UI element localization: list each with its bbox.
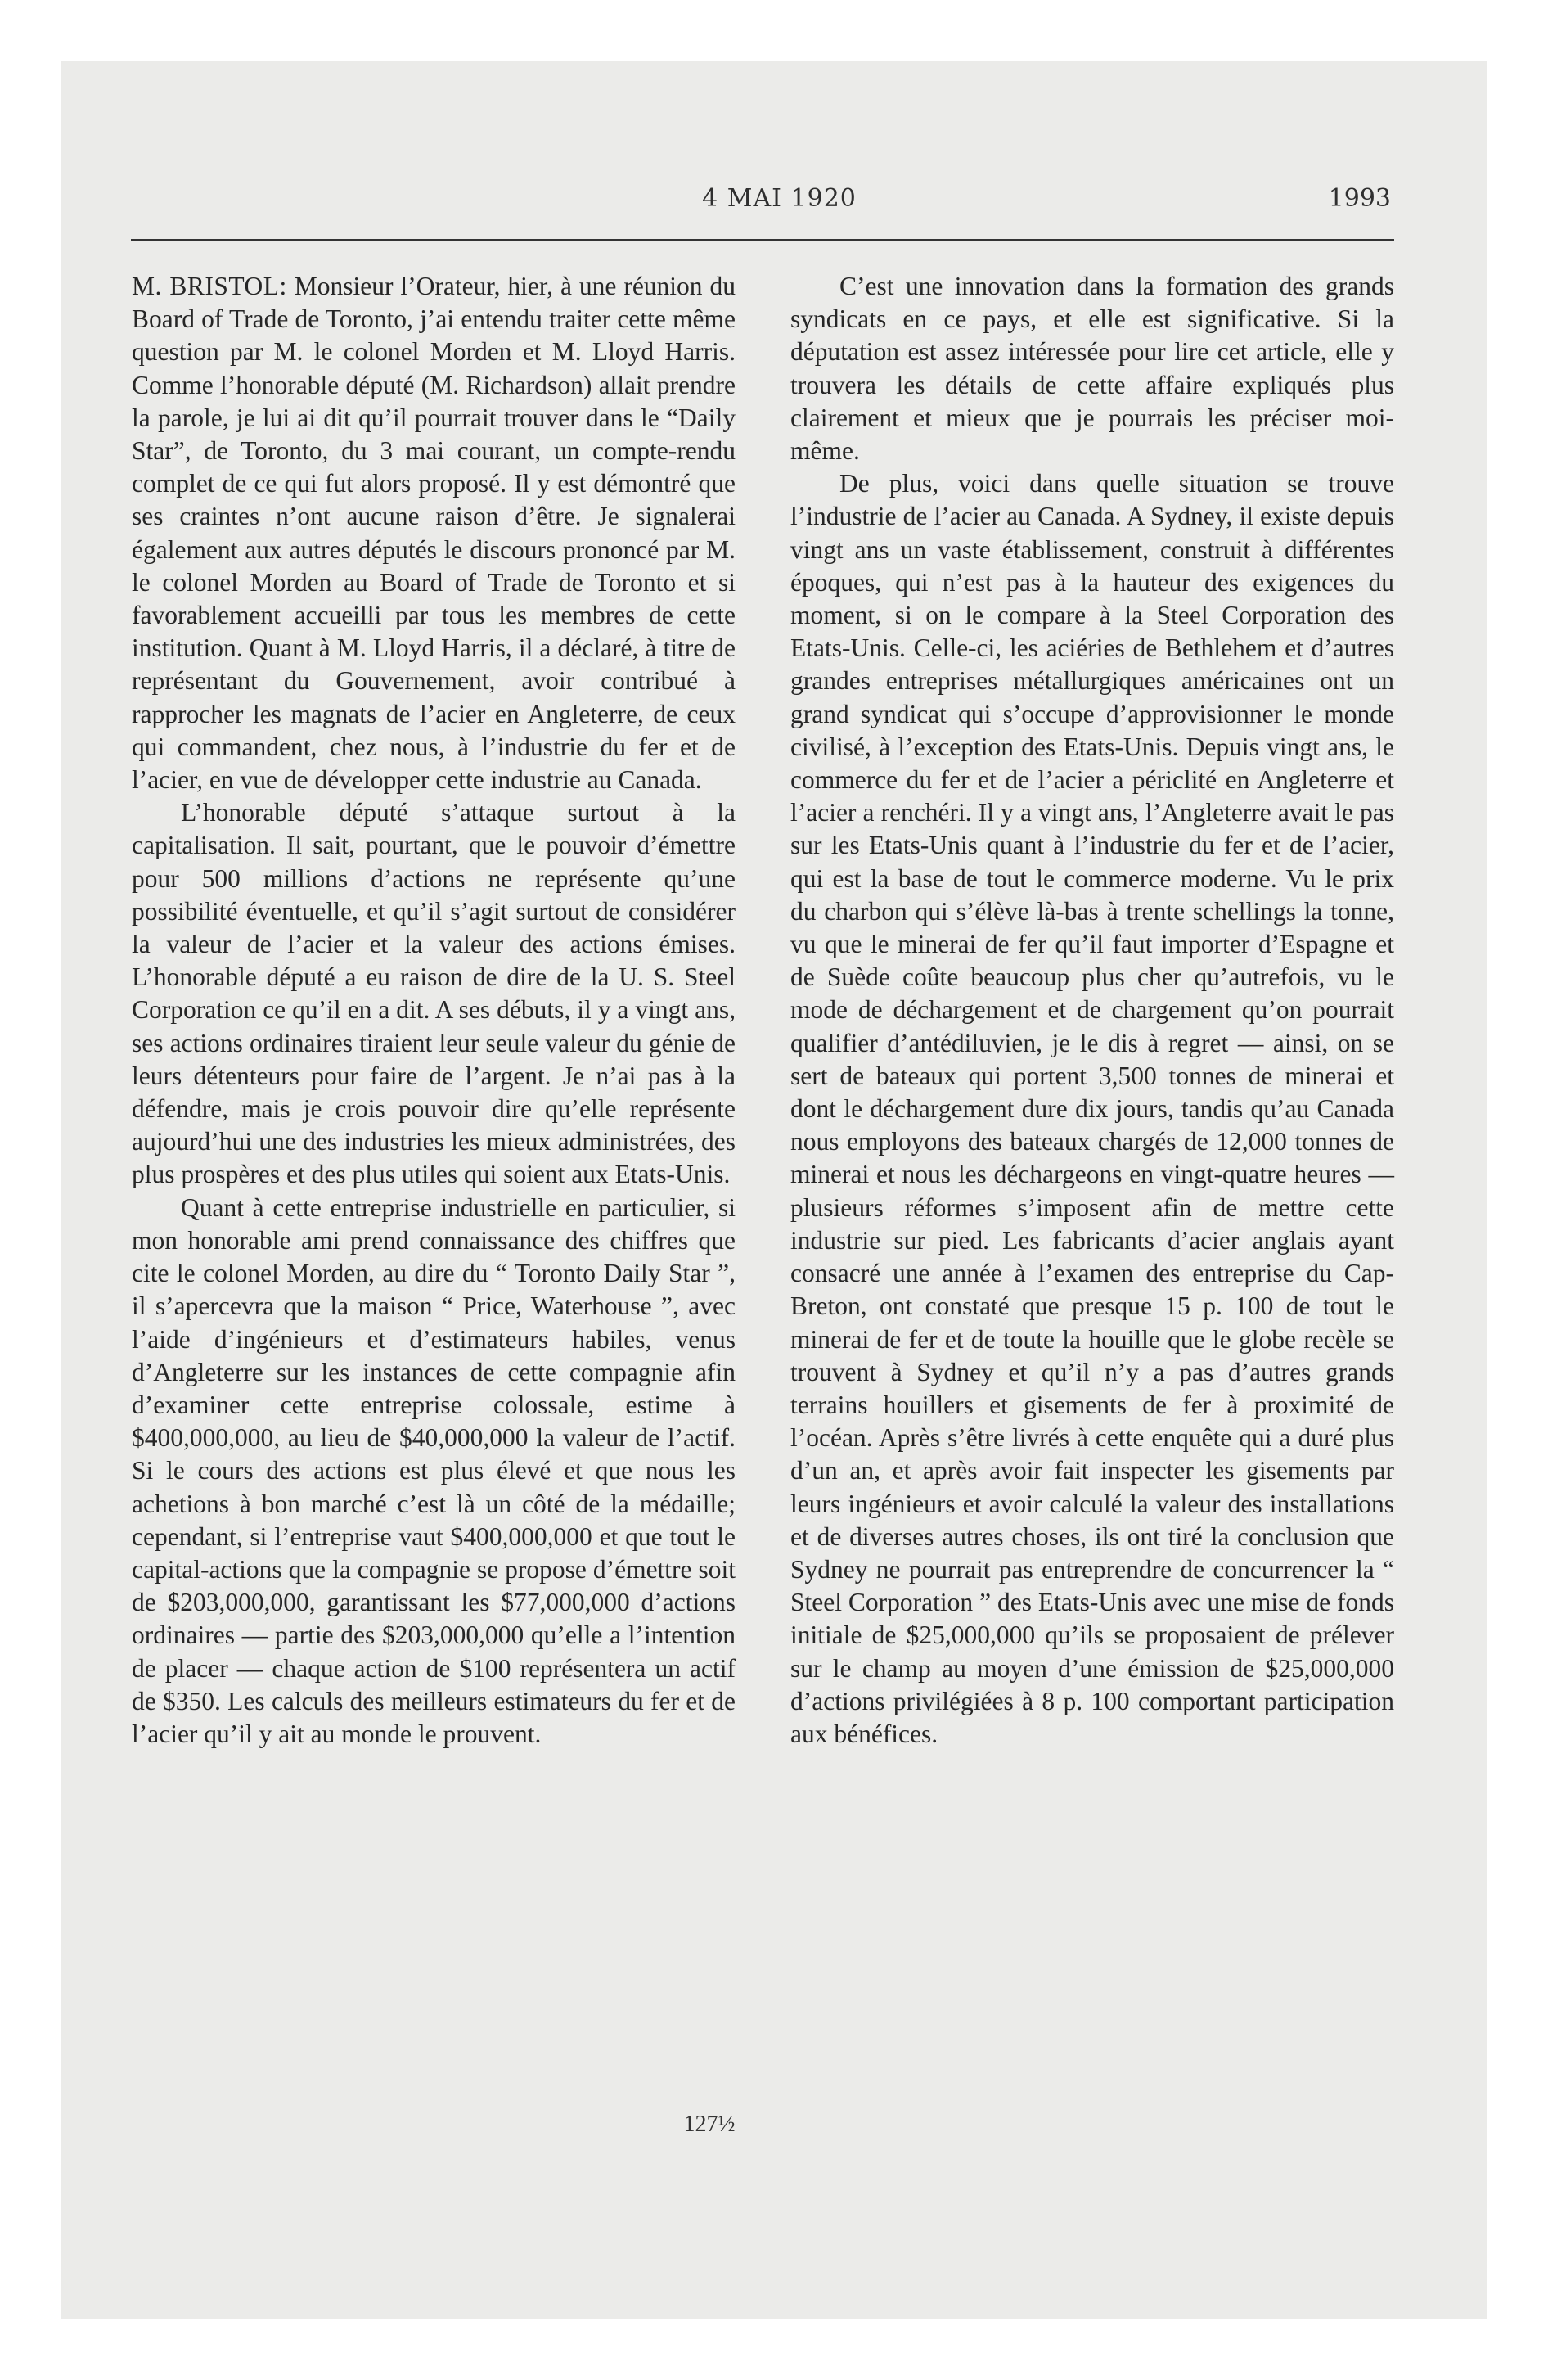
header-rule <box>131 239 1394 241</box>
folio-mark: 127½ <box>683 2112 736 2137</box>
left-paragraph-3: Quant à cette entreprise industrielle en particulier, si mon honorable ami prend connaissance des chiffres que cite le colonel Morden, au dire du “ Toronto Daily Star ”, il s’apercevra que la maison “ Price, Waterhouse ”, avec l’aide d’ingénieurs et d’estimateurs habiles, venus d’Angleterre sur les instances de cette compagnie afin d’examiner cette entreprise colossale, estime à $400,000,000, au lieu de $40,000,000 la valeur de l’actif. Si le cours des actions est plus élevé et que nous les achetions à bon marché c’est là un côté de la médaille; cependant, si l’entreprise vaut $400,000,000 et que tout le capital-actions que la compagnie se propose d’émettre soit de $203,000,000, garantissant les $77,000,000 d’actions ordinaires — partie des $203,000,000 qu’elle a l’intention de placer — chaque action de $100 représentera un actif de $350. Les calculs des meilleurs estimateurs du fer et de l’acier qu’il y ait au monde le prouvent. <box>132 1192 736 1748</box>
right-paragraph-2: De plus, voici dans quelle situation se trouve l’industrie de l’acier au Canada. A Sydney, il existe depuis vingt ans un vaste établissement, construit à différentes époques, qui n’est pas à la hauteur des exigences du moment, si on le compare à la Steel Corporation des Etats-Unis. Celle-ci, les aciéries de Bethlehem et d’autres grandes entreprises métallurgiques américaines ont un grand syndicat qui s’occupe d’approvisionner le monde civilisé, à l’exception des Etats-Unis. Depuis vingt ans, le commerce du fer et de l’acier a périclité en Angleterre et l’acier a renchéri. Il y a vingt ans, l’Angleterre avait le pas sur les Etats-Unis quant à l’industrie du fer et de l’acier, qui est la base de tout le commerce moderne. Vu le prix du charbon qui s’élève là-bas à trente schellings la tonne, vu que le minerai de fer qu’il faut importer d’Espagne et de Suède coûte beaucoup plus cher qu’autrefois, vu le mode de déchargement et de chargement qu’on pourrait qualifier d’antédiluvien, je le dis à regret — ainsi, on se sert de bateaux qui portent 3,500 tonnes de minerai et dont le déchargement dure dix jours, tandis qu’au Canada nous employons des bateaux chargés de 12,000 tonnes de minerai et nous les déchargeons en vingt-quatre heures — plusieurs réformes s’imposent afin de mettre cette industrie sur pied. Les fabricants d’acier anglais ayant consacré une année à l’examen des entreprise du Cap-Breton, ont constaté que presque 15 p. 100 de tout le minerai de fer et de toute la houille que le globe recèle se trouvent à Sydney et qu’il n’y a pas d’autres grands terrains houillers et gisements de fer à proximité de l’océan. Après s’être livrés à cette enquête qui a duré plus d’un an, et après avoir fait inspecter les gisements par leurs ingénieurs et avoir calculé la valeur des installations et de diverses autres choses, ils ont tiré la conclusion que Sydney ne pourrait pas entreprendre de concurrencer la “ Steel Corporation ” des Etats-Unis avec une mise de fonds initiale de $25,000,000 qu’ils se proposaient de prélever sur le champ au moyen d’une émission de $25,000,000 d’actions privilégiées à 8 p. 100 comportant participation aux bénéfices. <box>790 469 1394 1748</box>
right-paragraph-1: C’est une innovation dans la formation des grands syndicats en ce pays, et elle est significative. Si la députation est assez intéressée pour lire cet article, elle y trouvera les détails de cette affaire expliqués plus clairement et mieux que je pourrais les préciser moi-même. <box>790 272 1394 466</box>
right-column <box>790 270 1394 1751</box>
left-paragraph-1 <box>132 270 736 796</box>
header-page-number: 1993 <box>1328 184 1391 213</box>
page-header <box>168 184 1391 223</box>
speaker-name: M. BRISTOL: <box>132 272 287 300</box>
left-paragraph-1-text: Monsieur l’Orateur, hier, à une réunion du Board of Trade de Toronto, j’ai entendu traiter cette même question par M. le colonel Morden et M. Lloyd Harris. Comme l’honorable député (M. Richardson) allait prendre la parole, je lui ai dit qu’il pourrait trouver dans le “Daily Star”, de Toronto, du 3 mai courant, un compte-rendu complet de ce qui fut alors proposé. Il y est démontré que ses craintes n’ont aucune raison d’être. Je signalerai également aux autres députés le discours prononcé par M. le colonel Morden au Board of Trade de Toronto et si favorablement accueilli par tous les membres de cette institution. Quant à M. Lloyd Harris, il a déclaré, à titre de représentant du Gouvernement, avoir contribué à rapprocher les magnats de l’acier en Angleterre, de ceux qui commandent, chez nous, à l’industrie du fer et de l’acier, en vue de développer cette industrie au Canada. <box>132 272 736 795</box>
left-paragraph-2: L’honorable député s’attaque surtout à la capitalisation. Il sait, pourtant, que le pouvoir d’émettre pour 500 millions d’actions ne représente qu’une possibilité éventuelle, et qu’il s’agit surtout de considérer la valeur de l’acier et la valeur des actions émises. L’honorable député a eu raison de dire de la U. S. Steel Corporation ce qu’il en a dit. A ses débuts, il y a vingt ans, ses actions ordinaires tiraient leur seule valeur du génie de leurs détenteurs pour faire de l’argent. Je n’ai pas à la défendre, mais je crois pouvoir dire qu’elle représente aujourd’hui une des industries les mieux administrées, des plus prospères et des plus utiles qui soient aux Etats-Unis. <box>132 798 736 1189</box>
header-date: 4 MAI 1920 <box>702 184 857 213</box>
left-column <box>132 270 736 1751</box>
